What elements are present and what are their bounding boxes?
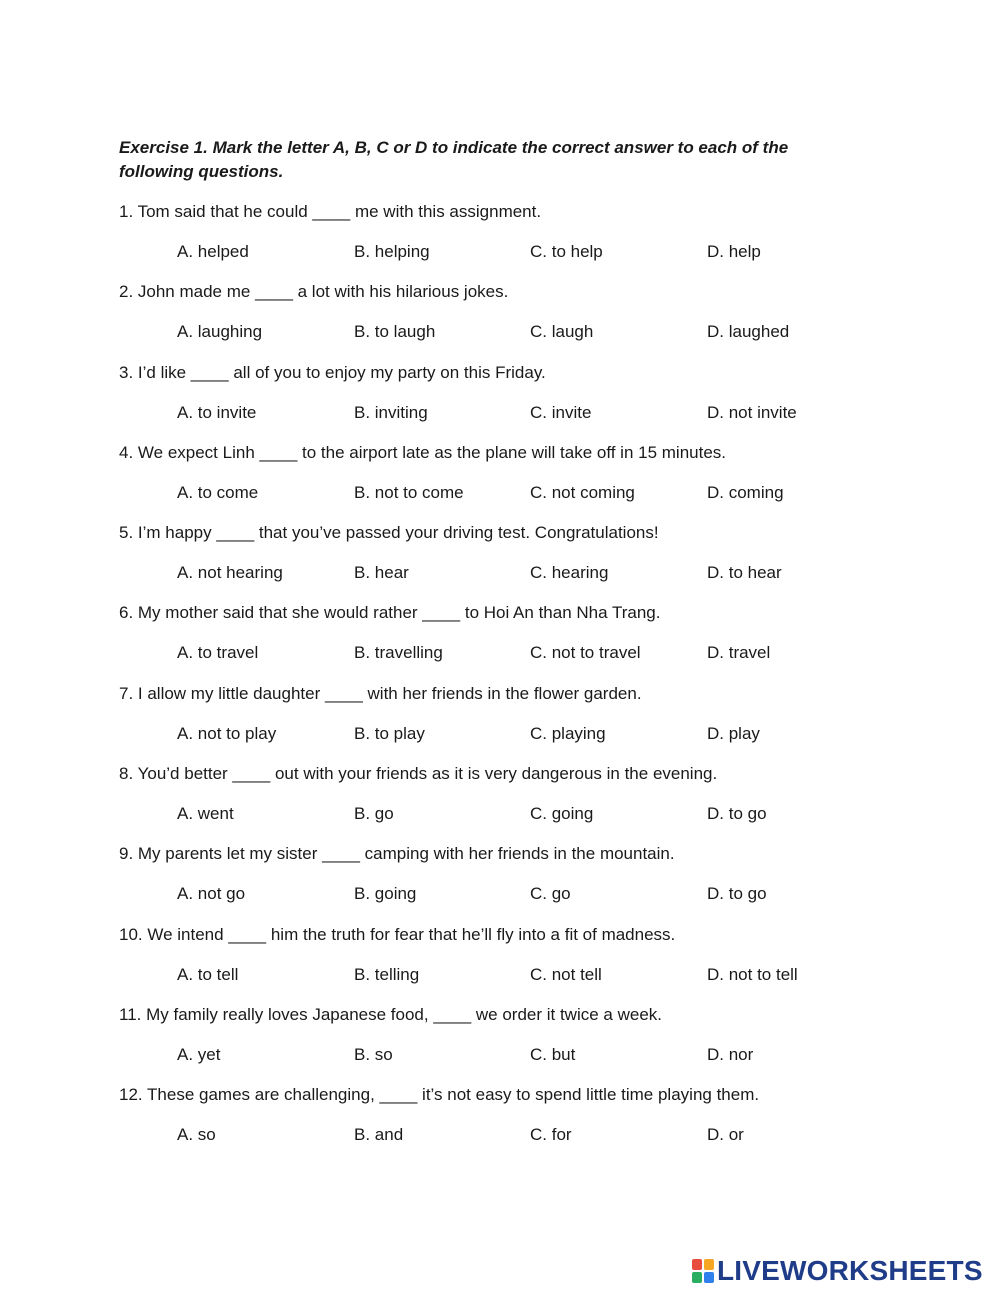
- option-b[interactable]: B. go: [354, 804, 394, 824]
- option-c[interactable]: C. go: [530, 884, 571, 904]
- option-c[interactable]: C. invite: [530, 402, 592, 422]
- liveworksheets-brand: [692, 1256, 983, 1286]
- question-text: 3. I’d like ____ all of you to enjoy my party on this Friday.: [119, 362, 546, 382]
- logo-square-red: [692, 1259, 702, 1270]
- option-b[interactable]: B. travelling: [354, 643, 443, 663]
- question-text: 9. My parents let my sister ____ camping with her friends in the mountain.: [119, 844, 675, 864]
- logo-square-orange: [704, 1259, 714, 1270]
- question-text: 2. John made me ____ a lot with his hilarious jokes.: [119, 282, 509, 302]
- option-c[interactable]: C. playing: [530, 723, 606, 743]
- question-item: [119, 359, 879, 439]
- option-c[interactable]: C. not tell: [530, 964, 602, 984]
- option-b[interactable]: B. to laugh: [354, 322, 436, 342]
- option-c[interactable]: C. not coming: [530, 482, 635, 502]
- option-a[interactable]: A. not hearing: [177, 563, 283, 583]
- answer-options: [177, 1044, 877, 1066]
- liveworksheets-logo-icon: [692, 1259, 714, 1283]
- exercise-heading: Exercise 1. Mark the letter A, B, C or D to indicate the correct answer to each of the following questions.: [119, 138, 789, 181]
- option-d[interactable]: D. travel: [707, 643, 771, 663]
- question-text: 11. My family really loves Japanese food, ____ we order it twice a week.: [119, 1004, 663, 1024]
- question-item: [119, 519, 879, 599]
- logo-square-blue: [704, 1272, 714, 1283]
- question-text: 10. We intend ____ him the truth for fear that he’ll fly into a fit of madness.: [119, 924, 676, 944]
- option-d[interactable]: D. to go: [707, 804, 767, 824]
- option-c[interactable]: C. going: [530, 804, 594, 824]
- option-a[interactable]: A. to come: [177, 482, 259, 502]
- option-c[interactable]: C. for: [530, 1125, 572, 1145]
- option-a[interactable]: A. so: [177, 1125, 216, 1145]
- question-item: [119, 599, 879, 679]
- option-b[interactable]: B. telling: [354, 964, 420, 984]
- option-d[interactable]: D. to hear: [707, 563, 782, 583]
- option-b[interactable]: B. so: [354, 1044, 393, 1064]
- question-item: [119, 278, 879, 358]
- option-a[interactable]: A. to travel: [177, 643, 259, 663]
- question-item: [119, 439, 879, 519]
- answer-options: [177, 1124, 877, 1146]
- option-a[interactable]: A. to invite: [177, 402, 257, 422]
- option-b[interactable]: B. hear: [354, 563, 409, 583]
- option-a[interactable]: A. went: [177, 804, 234, 824]
- option-c[interactable]: C. not to travel: [530, 643, 641, 663]
- question-item: [119, 680, 879, 760]
- option-d[interactable]: D. help: [707, 242, 761, 261]
- option-a[interactable]: A. to tell: [177, 964, 239, 984]
- answer-options: [177, 241, 877, 263]
- answer-options: [177, 642, 877, 664]
- question-item: [119, 921, 879, 1001]
- question-item: [119, 1001, 879, 1081]
- option-c[interactable]: C. to help: [530, 242, 603, 261]
- question-text: 6. My mother said that she would rather ____ to Hoi An than Nha Trang.: [119, 603, 661, 623]
- option-d[interactable]: D. not to tell: [707, 964, 798, 984]
- option-d[interactable]: D. play: [707, 723, 760, 743]
- answer-options: [177, 883, 877, 905]
- question-text: 4. We expect Linh ____ to the airport late as the plane will take off in 15 minutes.: [119, 442, 727, 462]
- option-d[interactable]: D. nor: [707, 1044, 754, 1064]
- answer-options: [177, 321, 877, 343]
- option-b[interactable]: B. to play: [354, 723, 425, 743]
- option-c[interactable]: C. hearing: [530, 563, 609, 583]
- option-b[interactable]: B. going: [354, 884, 417, 904]
- question-item: [119, 198, 879, 278]
- option-d[interactable]: D. or: [707, 1125, 744, 1145]
- question-text: 1. Tom said that he could ____ me with this assignment.: [119, 202, 542, 221]
- option-d[interactable]: D. coming: [707, 482, 784, 502]
- answer-options: [177, 803, 877, 825]
- answer-options: [177, 723, 877, 745]
- question-text: 12. These games are challenging, ____ it’s not easy to spend little time playing them.: [119, 1085, 760, 1105]
- option-b[interactable]: B. helping: [354, 242, 430, 261]
- logo-square-green: [692, 1272, 702, 1283]
- question-item: [119, 840, 879, 920]
- option-c[interactable]: C. laugh: [530, 322, 594, 342]
- option-d[interactable]: D. not invite: [707, 402, 797, 422]
- option-b[interactable]: B. inviting: [354, 402, 428, 422]
- question-text: 8. You’d better ____ out with your friends as it is very dangerous in the evening.: [119, 764, 718, 784]
- option-b[interactable]: B. not to come: [354, 482, 464, 502]
- answer-options: [177, 964, 877, 986]
- option-c[interactable]: C. but: [530, 1044, 576, 1064]
- question-item: [119, 1081, 879, 1161]
- option-a[interactable]: A. helped: [177, 242, 249, 261]
- option-d[interactable]: D. laughed: [707, 322, 790, 342]
- question-text: 7. I allow my little daughter ____ with her friends in the flower garden.: [119, 683, 642, 703]
- answer-options: [177, 402, 877, 424]
- question-list: [119, 198, 879, 1162]
- option-d[interactable]: D. to go: [707, 884, 767, 904]
- option-b[interactable]: B. and: [354, 1125, 404, 1145]
- brand-wordmark: LIVEWORKSHEETS: [717, 1255, 983, 1286]
- option-a[interactable]: A. not to play: [177, 723, 277, 743]
- option-a[interactable]: A. yet: [177, 1044, 221, 1064]
- question-item: [119, 760, 879, 840]
- question-text: 5. I’m happy ____ that you’ve passed your driving test. Congratulations!: [119, 523, 659, 543]
- option-a[interactable]: A. not go: [177, 884, 246, 904]
- option-a[interactable]: A. laughing: [177, 322, 263, 342]
- answer-options: [177, 482, 877, 504]
- answer-options: [177, 562, 877, 584]
